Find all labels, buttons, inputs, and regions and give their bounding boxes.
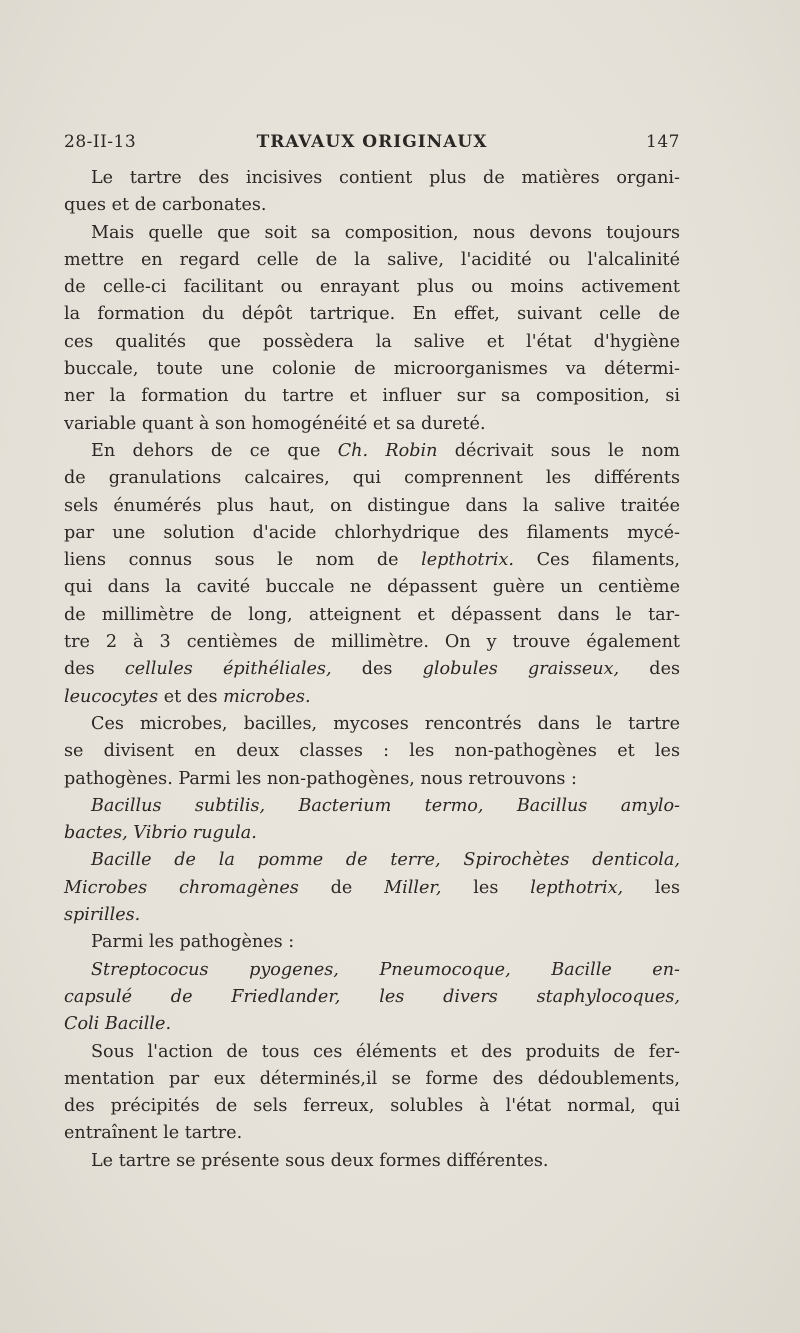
text-run: des — [64, 659, 125, 680]
text-line: sels énumérés plus haut, on distingue dans la salive traitée — [64, 495, 680, 516]
text-line: entraînent le tartre. — [64, 1123, 243, 1144]
page-number: 147 — [646, 132, 680, 152]
text-run: les — [441, 877, 531, 898]
text-line: Mais quelle que soit sa composition, nous devons toujours — [91, 222, 680, 243]
text-line — [64, 1011, 680, 1038]
text-line: la formation du dépôt tartrique. En effet, suivant celle de — [64, 304, 680, 325]
italic-term: bactes, Vibrio rugula. — [64, 823, 257, 844]
text-run: de — [298, 877, 385, 898]
text-line — [64, 902, 680, 929]
text-line — [64, 875, 680, 902]
text-line: Le tartre des incisives contient plus de matières organi- — [91, 168, 680, 188]
text-line: de millimètre de long, atteignent et dépassent dans le tar- — [64, 604, 680, 625]
text-run: Ces filaments, — [514, 550, 680, 571]
text-line: mentation par eux déterminés,il se forme des dédoublements, — [64, 1068, 680, 1089]
text-line: mettre en regard celle de la salive, l'acidité ou l'alcalinité — [64, 249, 680, 270]
text-line: de granulations calcaires, qui comprennent les différents — [64, 468, 680, 489]
text-line — [64, 847, 680, 874]
text-line: pathogènes. Parmi les non-pathogènes, nous retrouvons : — [64, 768, 577, 789]
text-line: Parmi les pathogènes : — [91, 932, 295, 953]
text-line — [64, 684, 680, 711]
text-run: des — [619, 659, 681, 680]
text-line: tre 2 à 3 centièmes de millimètre. On y trouve également — [64, 632, 680, 653]
italic-term: microbes. — [223, 686, 311, 707]
italic-term: leucocytes — [64, 686, 159, 707]
text-line — [64, 656, 680, 683]
text-line: Le tartre se présente sous deux formes différentes. — [91, 1150, 549, 1171]
text-line: ques et de carbonates. — [64, 195, 267, 216]
text-line — [64, 957, 680, 984]
text-line: par une solution d'acide chlorhydrique des filaments mycé- — [64, 522, 680, 543]
text-line: des précipités de sels ferreux, solubles à l'état normal, qui — [64, 1096, 680, 1117]
italic-term: Bacille de la pomme de terre, Spirochètes denticola, — [91, 850, 680, 871]
italic-term: Streptococus pyogenes, Pneumocoque, Bacille en- — [91, 959, 680, 980]
italic-term: cellules épithéliales, — [124, 659, 332, 680]
running-header — [64, 132, 680, 160]
text-line: buccale, toute une colonie de microorganismes va détermi- — [64, 359, 680, 380]
text-run: liens connus sous le nom de — [64, 550, 422, 571]
text-line: se divisent en deux classes : les non-pathogènes et les — [64, 741, 680, 762]
text-line — [64, 984, 680, 1011]
italic-term: lepthotrix, — [530, 877, 624, 898]
text-line: de celle-ci facilitant ou enrayant plus ou moins activement — [64, 277, 680, 298]
italic-term: spirilles. — [64, 905, 141, 926]
italic-term: globules graisseux, — [422, 659, 620, 680]
text-line: ces qualités que possèdera la salive et l'état d'hygiène — [64, 331, 680, 352]
italic-term: Miller, — [384, 877, 442, 898]
text-line: variable quant à son homogénéité et sa dureté. — [64, 413, 486, 434]
text-line — [64, 438, 680, 465]
text-run: les — [623, 877, 680, 898]
body-text — [64, 165, 680, 1175]
text-line — [64, 820, 680, 847]
text-run: des — [331, 659, 423, 680]
text-line: Sous l'action de tous ces éléments et des produits de fer- — [91, 1041, 680, 1062]
italic-term: Microbes chromagènes — [64, 877, 299, 898]
author-name: Ch. Robin — [337, 440, 438, 461]
italic-term: Coli Bacille. — [64, 1014, 172, 1035]
italic-term: capsulé de Friedlander, les divers staphylocoques, — [64, 986, 680, 1007]
text-run: En dehors de ce que — [91, 440, 338, 461]
text-run: et des — [158, 686, 224, 707]
header-title: TRAVAUX ORIGINAUX — [256, 132, 488, 152]
text-line — [64, 793, 680, 820]
text-line: qui dans la cavité buccale ne dépassent guère un centième — [64, 577, 680, 598]
italic-term: lepthotrix. — [421, 550, 515, 571]
text-line — [64, 547, 680, 574]
text-line: Ces microbes, bacilles, mycoses rencontrés dans le tartre — [91, 713, 680, 734]
header-date: 28-II-13 — [64, 132, 137, 152]
italic-term: Bacillus subtilis, Bacterium termo, Bacillus amylo- — [91, 795, 680, 816]
text-run: décrivait sous le nom — [437, 440, 680, 461]
text-line: ner la formation du tartre et influer sur sa composition, si — [64, 386, 680, 407]
